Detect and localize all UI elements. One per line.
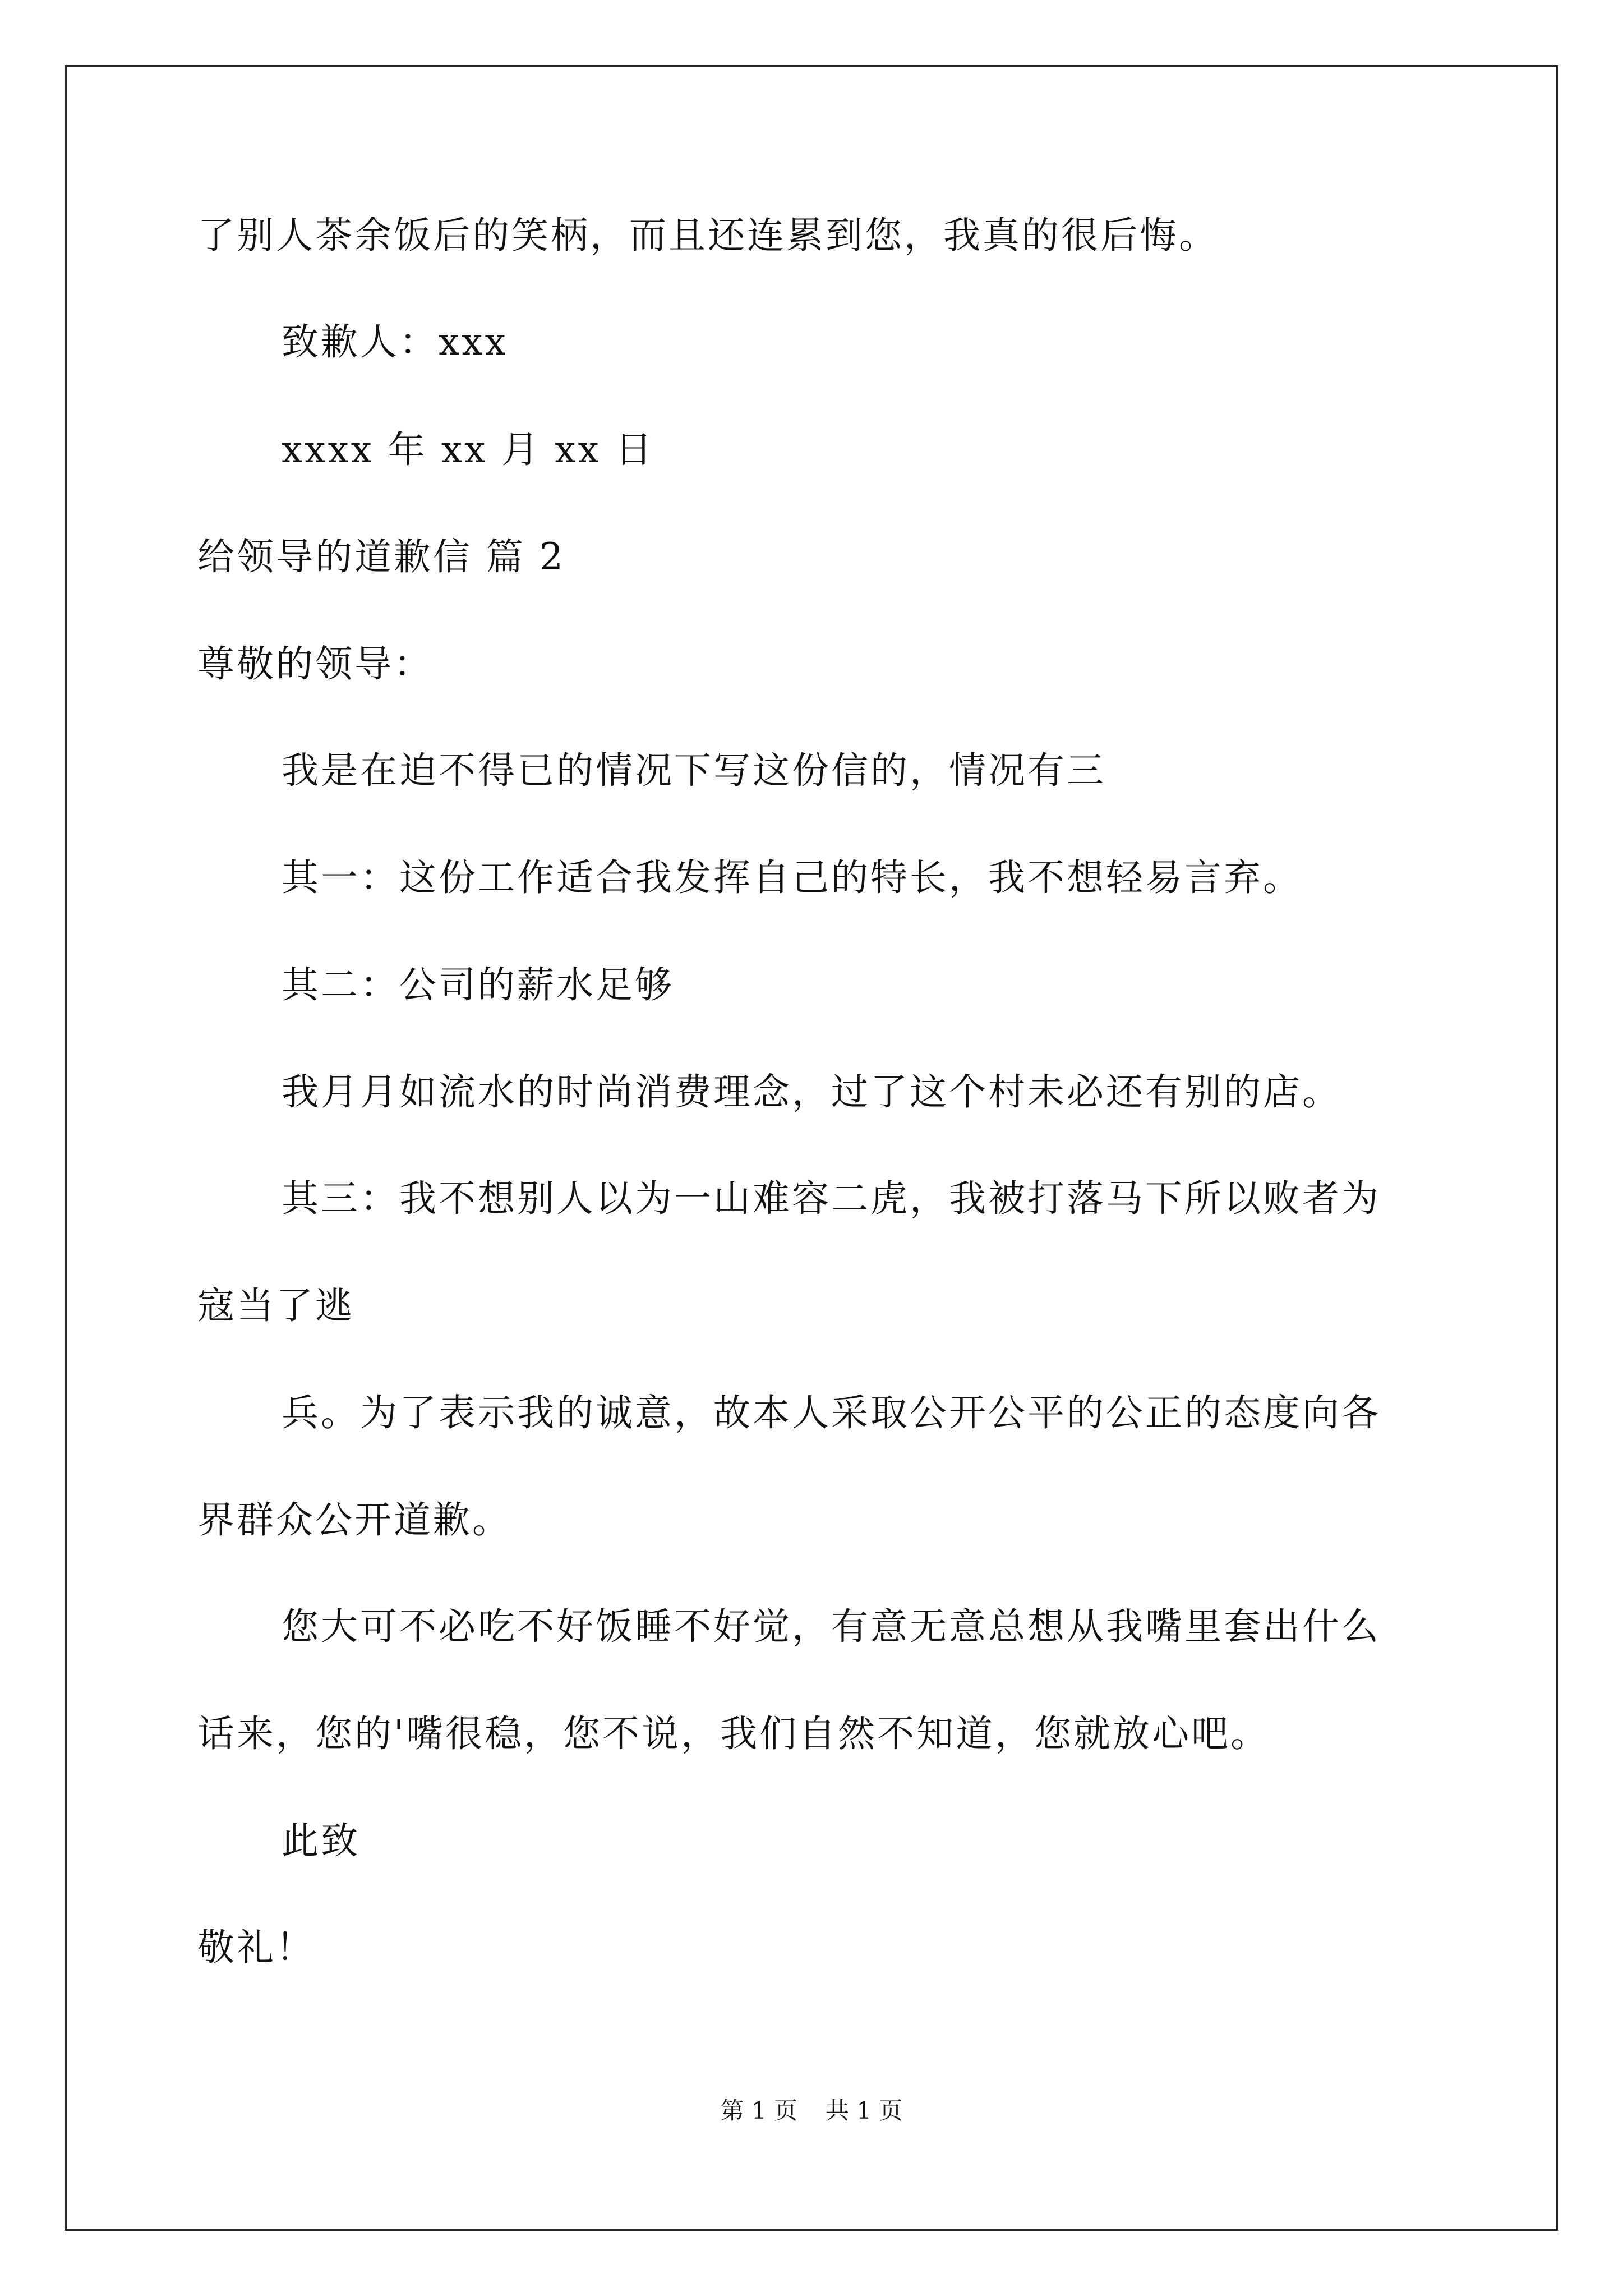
body-line-1: 了别人茶余饭后的笑柄，而且还连累到您，我真的很后悔。 bbox=[197, 214, 1218, 257]
closing-line: 此致 bbox=[282, 1819, 360, 1862]
body-line-6: 其三：我不想别人以为一山难容二虎，我被打落马下所以败者为 bbox=[282, 1177, 1381, 1220]
closing-regards: 敬礼！ bbox=[197, 1926, 315, 1969]
body-line-8: 兵。为了表示我的诚意，故本人采取公开公平的公正的态度向各 bbox=[282, 1391, 1381, 1434]
page-number: 第 1 页 bbox=[720, 2097, 797, 2124]
body-line-4: 其二：公司的薪水足够 bbox=[282, 963, 674, 1006]
body-line-2: 我是在迫不得已的情况下写这份信的，情况有三 bbox=[282, 749, 1106, 792]
signature-line: 致歉人：xxx bbox=[282, 320, 508, 364]
section-heading: 给领导的道歉信 篇 2 bbox=[197, 535, 565, 578]
page-total: 共 1 页 bbox=[826, 2097, 903, 2124]
body-line-10: 您大可不必吃不好饭睡不好觉，有意无意总想从我嘴里套出什么 bbox=[282, 1605, 1381, 1648]
body-line-11: 话来，您的'嘴很稳，您不说，我们自然不知道，您就放心吧。 bbox=[197, 1712, 1270, 1755]
page-footer bbox=[0, 2097, 1623, 2125]
date-line: xxxx 年 xx 月 xx 日 bbox=[282, 428, 654, 471]
body-line-7: 寇当了逃 bbox=[197, 1284, 354, 1327]
body-line-5: 我月月如流水的时尚消费理念，过了这个村未必还有别的店。 bbox=[282, 1070, 1341, 1114]
body-line-9: 界群众公开道歉。 bbox=[197, 1498, 511, 1542]
page-border bbox=[65, 65, 1558, 2231]
salutation: 尊敬的领导： bbox=[197, 642, 433, 685]
body-line-3: 其一：这份工作适合我发挥自己的特长，我不想轻易言弃。 bbox=[282, 856, 1302, 899]
